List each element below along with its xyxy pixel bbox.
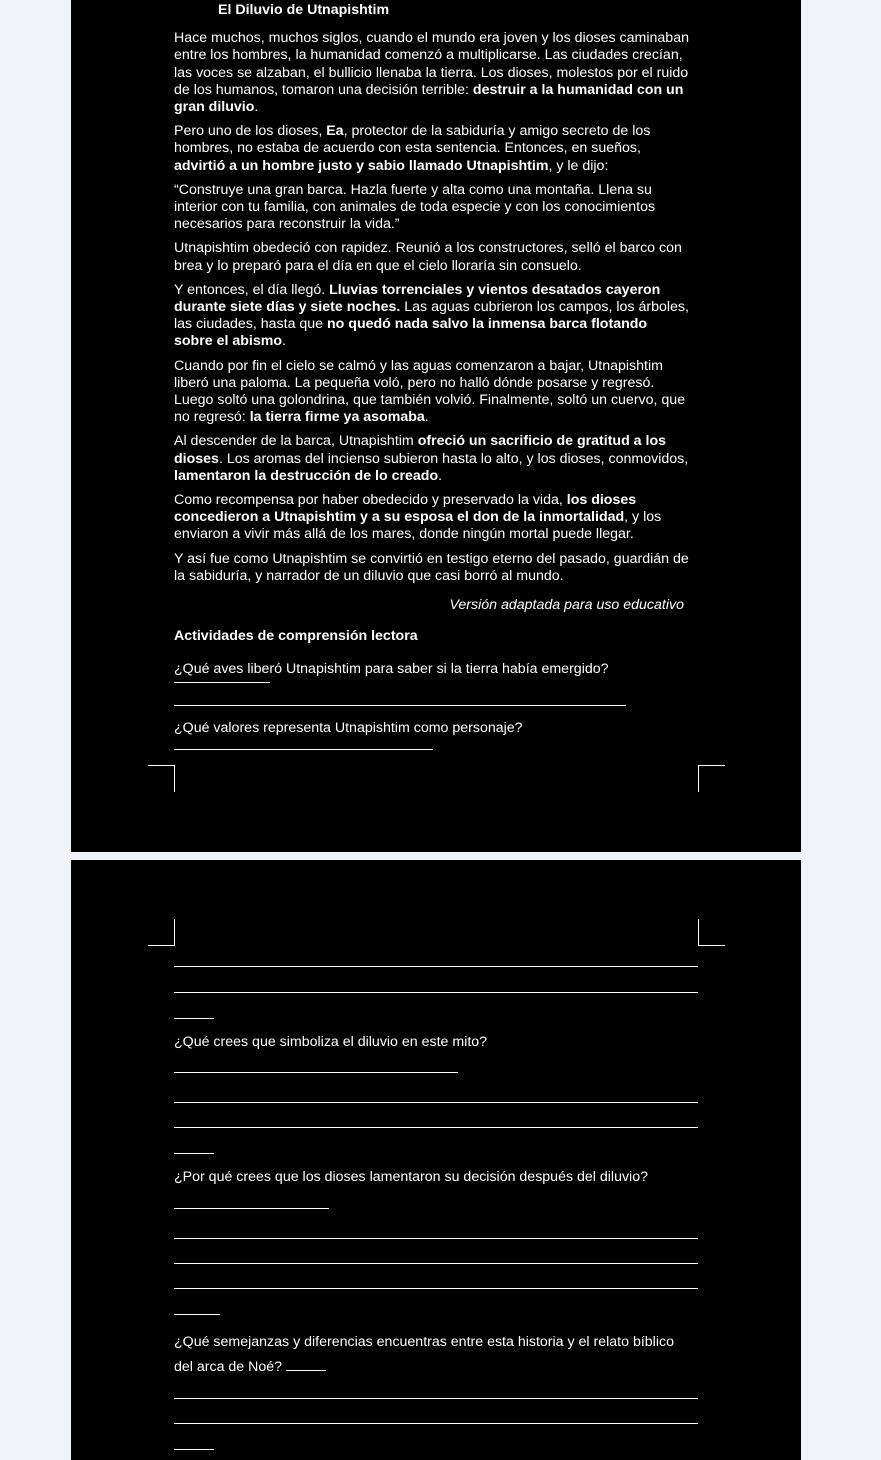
question-3: ¿Qué crees que simboliza el diluvio en este mito?: [174, 1034, 488, 1050]
answer-line[interactable]: [174, 1263, 698, 1264]
story-paragraph: [174, 433, 689, 485]
paragraph-text: Utnapishtim obedeció con rapidez. Reunió a los constructores, selló el barco con brea y lo preparó para el día en que el cielo lloraría sin consuelo.: [174, 240, 682, 274]
emphasis-text: lamentaron la destrucción de lo creado: [174, 467, 439, 484]
question-4: ¿Por qué crees que los dioses lamentaron su decisión después del diluvio?: [174, 1169, 648, 1185]
answer-line[interactable]: [174, 992, 698, 993]
document-page-1: [71, 0, 801, 852]
answer-line[interactable]: [174, 1314, 220, 1315]
paragraph-text: .: [438, 467, 443, 484]
story-paragraph: [174, 492, 689, 544]
paragraph-text: Cuando por fin el cielo se calmó y las aguas comenzaron a bajar, Utnapishtim liberó una paloma. La pequeña voló, pero no halló dónde posarse y regresó. Luego soltó una golondrina, que también volvió. Finalmente, soltó un cuervo, que no regresó:: [174, 357, 686, 426]
emphasis-text: Ea: [326, 123, 344, 140]
emphasis-text: Lluvias torrenciales y vientos desatados cayeron durante siete días y siete noches.: [174, 281, 661, 316]
question-2: ¿Qué valores representa Utnapishtim como personaje?: [174, 719, 523, 736]
margin-corner-mark: [148, 765, 175, 792]
question-5-line-2: del arca de Noé?: [174, 1359, 283, 1375]
paragraph-text: .: [282, 333, 286, 350]
paragraph-text: Al descender de la barca, Utnapishtim: [174, 433, 418, 450]
story-paragraph: [174, 551, 689, 585]
paragraph-text: . Los aromas del incienso subieron hasta lo alto, y los dioses, conmovidos,: [218, 450, 689, 467]
paragraph-text: Pero uno de los dioses,: [174, 123, 327, 140]
story-paragraph: [174, 240, 689, 274]
answer-line[interactable]: [174, 1288, 698, 1289]
paragraph-text: Y así fue como Utnapishtim se convirtió en testigo eterno del pasado, guardián de la sabiduría, y narrador de un diluvio que casi borró al mundo.: [174, 550, 689, 584]
story-paragraph: [174, 182, 689, 234]
question-5: [174, 1330, 698, 1380]
answer-line[interactable]: [174, 1018, 214, 1019]
answer-line[interactable]: [174, 966, 698, 967]
answer-line[interactable]: [286, 1370, 326, 1371]
paragraph-text: Y entonces, el día llegó.: [174, 281, 330, 298]
answer-line[interactable]: [174, 1398, 698, 1399]
emphasis-text: ofreció un sacrificio de gratitud a los dioses: [174, 433, 667, 467]
paragraph-text: .: [424, 409, 429, 426]
margin-corner-mark: [698, 919, 725, 946]
story-paragraph: [174, 358, 689, 427]
question-1: ¿Qué aves liberó Utnapishtim para saber si la tierra había emergido?: [174, 660, 609, 677]
story-paragraph: [174, 282, 689, 351]
answer-line[interactable]: [174, 1449, 214, 1450]
credit-note: Versión adaptada para uso educativo: [449, 597, 684, 614]
page-1-content: [174, 2, 689, 750]
margin-corner-mark: [698, 765, 725, 792]
activities-title: Actividades de comprensión lectora: [174, 628, 418, 645]
margin-corner-mark: [148, 919, 175, 946]
emphasis-text: destruir a la humanidad con un gran diluvio: [174, 81, 684, 116]
answer-line[interactable]: [174, 1127, 698, 1128]
answer-line[interactable]: [174, 1102, 698, 1103]
answer-line[interactable]: [174, 1208, 329, 1209]
story-paragraph: [174, 30, 689, 116]
paragraph-text: , protector de la sabiduría y amigo secreto de los hombres, no estaba de acuerdo con esta sentencia. Entonces, en sueños,: [174, 123, 651, 157]
paragraph-text: .: [254, 99, 259, 116]
story-paragraph: [174, 123, 689, 175]
paragraph-text: , y los enviaron a vivir más allá de los mares, donde ningún mortal puede llegar.: [174, 509, 662, 543]
paragraph-text: Las aguas cubrieron los campos, los árboles, las ciudades, hasta que: [174, 299, 689, 333]
paragraph-text: , y le dijo:: [548, 157, 609, 174]
paragraph-text: Como recompensa por haber obedecido y preservado la vida,: [174, 492, 567, 509]
paragraph-text: Hace muchos, muchos siglos, cuando el mundo era joven y los dioses caminaban entre los hombres, la humanidad comenzó a multiplicarse. Las ciudades crecían, las voces se alzaban, el bullicio llenaba la tierra. Los dioses, molestos por el ruido de los humanos, tomaron una decisión terrible:: [174, 30, 689, 98]
story-title: El Diluvio de Utnapishtim: [218, 2, 390, 18]
answer-line[interactable]: [174, 682, 270, 683]
story-body: [174, 30, 689, 585]
emphasis-text: advirtió a un hombre justo y sabio llamado Utnapishtim: [174, 157, 549, 174]
emphasis-text: la tierra firme ya asomaba: [249, 409, 425, 426]
question-5-line-1: ¿Qué semejanzas y diferencias encuentras entre esta historia y el relato bíblico: [174, 1334, 674, 1350]
document-page-2: [71, 860, 801, 1460]
answer-line[interactable]: [174, 1423, 698, 1424]
answer-line[interactable]: [174, 1153, 214, 1154]
answer-line[interactable]: [174, 1238, 698, 1239]
answer-line[interactable]: [174, 705, 626, 706]
answer-line[interactable]: [174, 749, 433, 750]
emphasis-text: los dioses concedieron a Utnapishtim y a su esposa el don de la inmortalidad: [174, 492, 637, 526]
answer-line[interactable]: [174, 1072, 458, 1073]
paragraph-text: “Construye una gran barca. Hazla fuerte y alta como una montaña. Llena su interior con tu familia, con animales de toda especie y con los conocimientos necesarios para reconstruir la vida.”: [174, 181, 656, 233]
emphasis-text: no quedó nada salvo la inmensa barca flotando sobre el abismo: [174, 316, 648, 350]
